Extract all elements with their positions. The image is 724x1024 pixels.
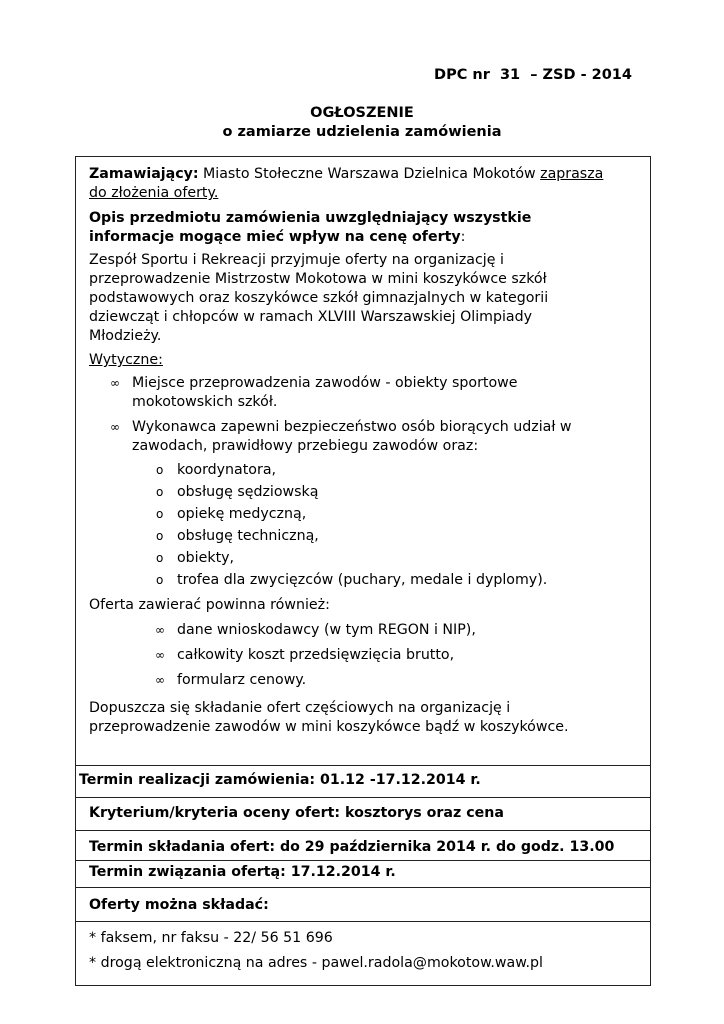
infinity-bullet-icon: ∞	[155, 673, 165, 687]
row-divider	[76, 765, 650, 766]
description-heading-2: informacje mogące mieć wpływ na cenę oferty	[89, 229, 461, 245]
row-divider	[76, 887, 650, 888]
partial-offers-paragraph	[89, 699, 630, 737]
offer-item-label: całkowity koszt przedsięwzięcia brutto,	[177, 647, 455, 663]
circle-bullet-icon: o	[156, 463, 164, 477]
circle-bullet-icon: o	[156, 551, 164, 565]
offer-item-label: dane wnioskodawcy (w tym REGON i NIP),	[177, 622, 476, 638]
list-item	[156, 527, 630, 549]
guideline-line: Miejsce przeprowadzenia zawodów - obiekty sportowe	[132, 375, 518, 391]
list-item	[110, 418, 630, 456]
ordering-label: Zamawiający:	[89, 166, 199, 182]
description-paragraph	[89, 251, 630, 346]
offer-items-list	[89, 621, 630, 696]
description-heading-1: Opis przedmiotu zamówienia uwzględniający wszystkie	[89, 210, 532, 226]
list-item	[156, 549, 630, 571]
sub-item-label: obsługę sędziowską	[177, 484, 319, 500]
list-item	[156, 505, 630, 527]
list-item	[110, 374, 630, 412]
description-line: Zespół Sportu i Rekreacji przyjmuje oferty na organizację i	[89, 252, 504, 268]
submission-methods-label: Oferty można składać:	[89, 897, 269, 913]
sub-items-list	[89, 461, 630, 593]
circle-bullet-icon: o	[156, 507, 164, 521]
reference-number: DPC nr 31 – ZSD - 2014	[434, 67, 632, 83]
list-item	[155, 621, 630, 646]
list-item	[155, 646, 630, 671]
guidelines-label: Wytyczne:	[89, 352, 163, 368]
infinity-bullet-icon: ∞	[110, 376, 120, 390]
evaluation-criteria: Kryterium/kryteria oceny ofert: kosztorys oraz cena	[89, 805, 504, 821]
list-item	[156, 483, 630, 505]
invite-text-2: do złożenia oferty.	[89, 185, 219, 201]
ordering-party	[89, 165, 630, 203]
row-divider	[76, 830, 650, 831]
realization-term: Termin realizacji zamówienia: 01.12 -17.12.2014 r.	[79, 772, 481, 788]
main-cell	[89, 165, 630, 737]
sub-item-label: obsługę techniczną,	[177, 528, 319, 544]
description-heading	[89, 209, 630, 247]
list-item	[155, 671, 630, 696]
circle-bullet-icon: o	[156, 485, 164, 499]
infinity-bullet-icon: ∞	[155, 648, 165, 662]
row-divider	[76, 860, 650, 861]
guideline-line: zawodach, prawidłowy przebiegu zawodów oraz:	[132, 438, 479, 454]
partial-offers-line: przeprowadzenie zawodów w mini koszykówce bądź w koszykówce.	[89, 719, 569, 735]
document-heading	[0, 104, 724, 142]
guideline-line: Wykonawca zapewni bezpieczeństwo osób biorących udział w	[132, 419, 572, 435]
sub-item-label: obiekty,	[177, 550, 235, 566]
partial-offers-line: Dopuszcza się składanie ofert częściowych na organizację i	[89, 700, 511, 716]
list-item	[156, 571, 630, 593]
announcement-table	[75, 156, 651, 986]
circle-bullet-icon: o	[156, 529, 164, 543]
binding-term: Termin związania ofertą: 17.12.2014 r.	[89, 864, 396, 880]
infinity-bullet-icon: ∞	[110, 420, 120, 434]
email-line: * drogą elektroniczną na adres - pawel.radola@mokotow.waw.pl	[89, 955, 543, 971]
circle-bullet-icon: o	[156, 573, 164, 587]
row-divider	[76, 921, 650, 922]
ordering-text: Miasto Stołeczne Warszawa Dzielnica Mokotów	[198, 166, 541, 182]
offer-contains-label: Oferta zawierać powinna również:	[89, 597, 330, 613]
guidelines-list	[89, 374, 630, 456]
page-title: OGŁOSZENIE	[310, 105, 414, 121]
submission-deadline: Termin składania ofert: do 29 października 2014 r. do godz. 13.00	[89, 839, 615, 855]
fax-line: * faksem, nr faksu - 22/ 56 51 696	[89, 930, 333, 946]
offer-item-label: formularz cenowy.	[177, 672, 307, 688]
guideline-line: mokotowskich szkół.	[132, 394, 278, 410]
sub-item-label: koordynatora,	[177, 462, 277, 478]
infinity-bullet-icon: ∞	[155, 623, 165, 637]
invite-text-1: zaprasza	[540, 166, 604, 182]
page-subtitle: o zamiarze udzielenia zamówienia	[222, 124, 502, 140]
description-line: przeprowadzenie Mistrzostw Mokotowa w mini koszykówce szkół	[89, 271, 547, 287]
description-line: Młodzieży.	[89, 328, 162, 344]
row-divider	[76, 797, 650, 798]
sub-item-label: trofea dla zwycięzców (puchary, medale i dyplomy).	[177, 572, 548, 588]
description-colon: :	[460, 229, 466, 245]
description-line: dziewcząt i chłopców w ramach XLVIII Warszawskiej Olimpiady	[89, 309, 533, 325]
sub-item-label: opiekę medyczną,	[177, 506, 307, 522]
list-item	[156, 461, 630, 483]
description-line: podstawowych oraz koszykówce szkół gimnazjalnych w kategorii	[89, 290, 549, 306]
